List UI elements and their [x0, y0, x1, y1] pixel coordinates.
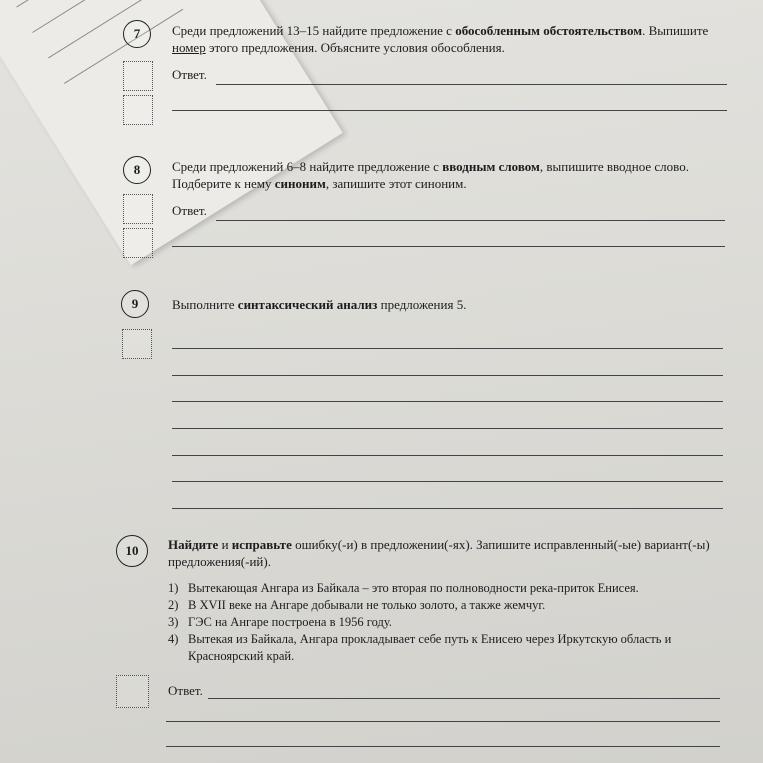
- answer-line[interactable]: [172, 508, 723, 509]
- task9-question-text: Выполните: [172, 297, 238, 312]
- score-box[interactable]: [123, 194, 153, 224]
- option-text: Вытекающая Ангара из Байкала – это вторая по полноводности река-приток Енисея.: [188, 581, 639, 595]
- task8-question-text: Среди предложений 6–8 найдите предложение с: [172, 159, 443, 174]
- task7-question-underline: номер: [172, 40, 206, 55]
- option-4: [168, 631, 724, 665]
- task10-question-text: и: [218, 537, 232, 552]
- option-text: ГЭС на Ангаре построена в 1956 году.: [188, 615, 392, 629]
- task8-question-text: , запишите этот синоним.: [325, 176, 467, 191]
- task10-question-bold: Найдите: [168, 537, 219, 552]
- score-box[interactable]: [123, 61, 153, 91]
- task7-question-bold: обособленным обстоятельством: [455, 23, 643, 38]
- task-number-9: 9: [121, 290, 149, 318]
- score-box[interactable]: [123, 95, 153, 125]
- task7-question-text: Среди предложений 13–15 найдите предложение с: [172, 23, 456, 38]
- answer-line[interactable]: [172, 455, 723, 456]
- option-3: [168, 614, 724, 631]
- answer-label: Ответ.: [172, 203, 207, 218]
- task8-question-bold: синоним: [274, 176, 326, 191]
- option-1: [168, 580, 724, 597]
- option-number: 1): [168, 581, 179, 595]
- task8-question: [172, 158, 728, 192]
- underlying-line: [16, 0, 118, 7]
- score-box[interactable]: [116, 675, 149, 708]
- task7-question: [172, 22, 728, 56]
- task8-question-text: , выпишите вводное слово. Подберите к нему: [172, 159, 689, 191]
- answer-line[interactable]: [208, 698, 720, 699]
- task10-question: [168, 536, 724, 570]
- option-text: Вытекая из Байкала, Ангара прокладывает себе путь к Енисею через Иркутскую область и Красноярский край.: [188, 632, 672, 663]
- answer-line[interactable]: [172, 110, 727, 111]
- task9-question: [172, 296, 728, 313]
- option-number: 2): [168, 598, 179, 612]
- answer-line[interactable]: [172, 375, 723, 376]
- answer-line[interactable]: [172, 246, 725, 247]
- answer-line[interactable]: [172, 428, 723, 429]
- score-box[interactable]: [122, 329, 152, 359]
- option-number: 4): [168, 632, 179, 646]
- option-2: [168, 597, 724, 614]
- score-box[interactable]: [123, 228, 153, 258]
- task7-question-text: этого предложения. Объясните условия обособления.: [205, 40, 505, 55]
- task9-question-text: предложения 5.: [377, 297, 467, 312]
- answer-line[interactable]: [172, 481, 723, 482]
- task8-question-bold: вводным словом: [442, 159, 540, 174]
- option-text: В XVII веке на Ангаре добывали не только золото, а также жемчуг.: [188, 598, 546, 612]
- option-number: 3): [168, 615, 179, 629]
- task10-question-text: ошибку(-и) в предложении(-ях). Запишите исправленный(-ые) вариант(-ы) предложения(-ий).: [168, 537, 710, 569]
- task7-question-text: . Выпишите: [642, 23, 709, 38]
- answer-line[interactable]: [216, 84, 727, 85]
- answer-line[interactable]: [172, 348, 723, 349]
- answer-line[interactable]: [166, 721, 720, 722]
- answer-line[interactable]: [172, 401, 723, 402]
- answer-line[interactable]: [216, 220, 725, 221]
- task-number-8: 8: [123, 156, 151, 184]
- task10-question-bold: исправьте: [231, 537, 292, 552]
- answer-label: Ответ.: [172, 67, 207, 82]
- task-number-7: 7: [123, 20, 151, 48]
- task10-options: [168, 580, 724, 665]
- task-number-10: 10: [116, 535, 148, 567]
- answer-label: Ответ.: [168, 683, 203, 698]
- task9-question-bold: синтаксический анализ: [237, 297, 378, 312]
- answer-line[interactable]: [166, 746, 720, 747]
